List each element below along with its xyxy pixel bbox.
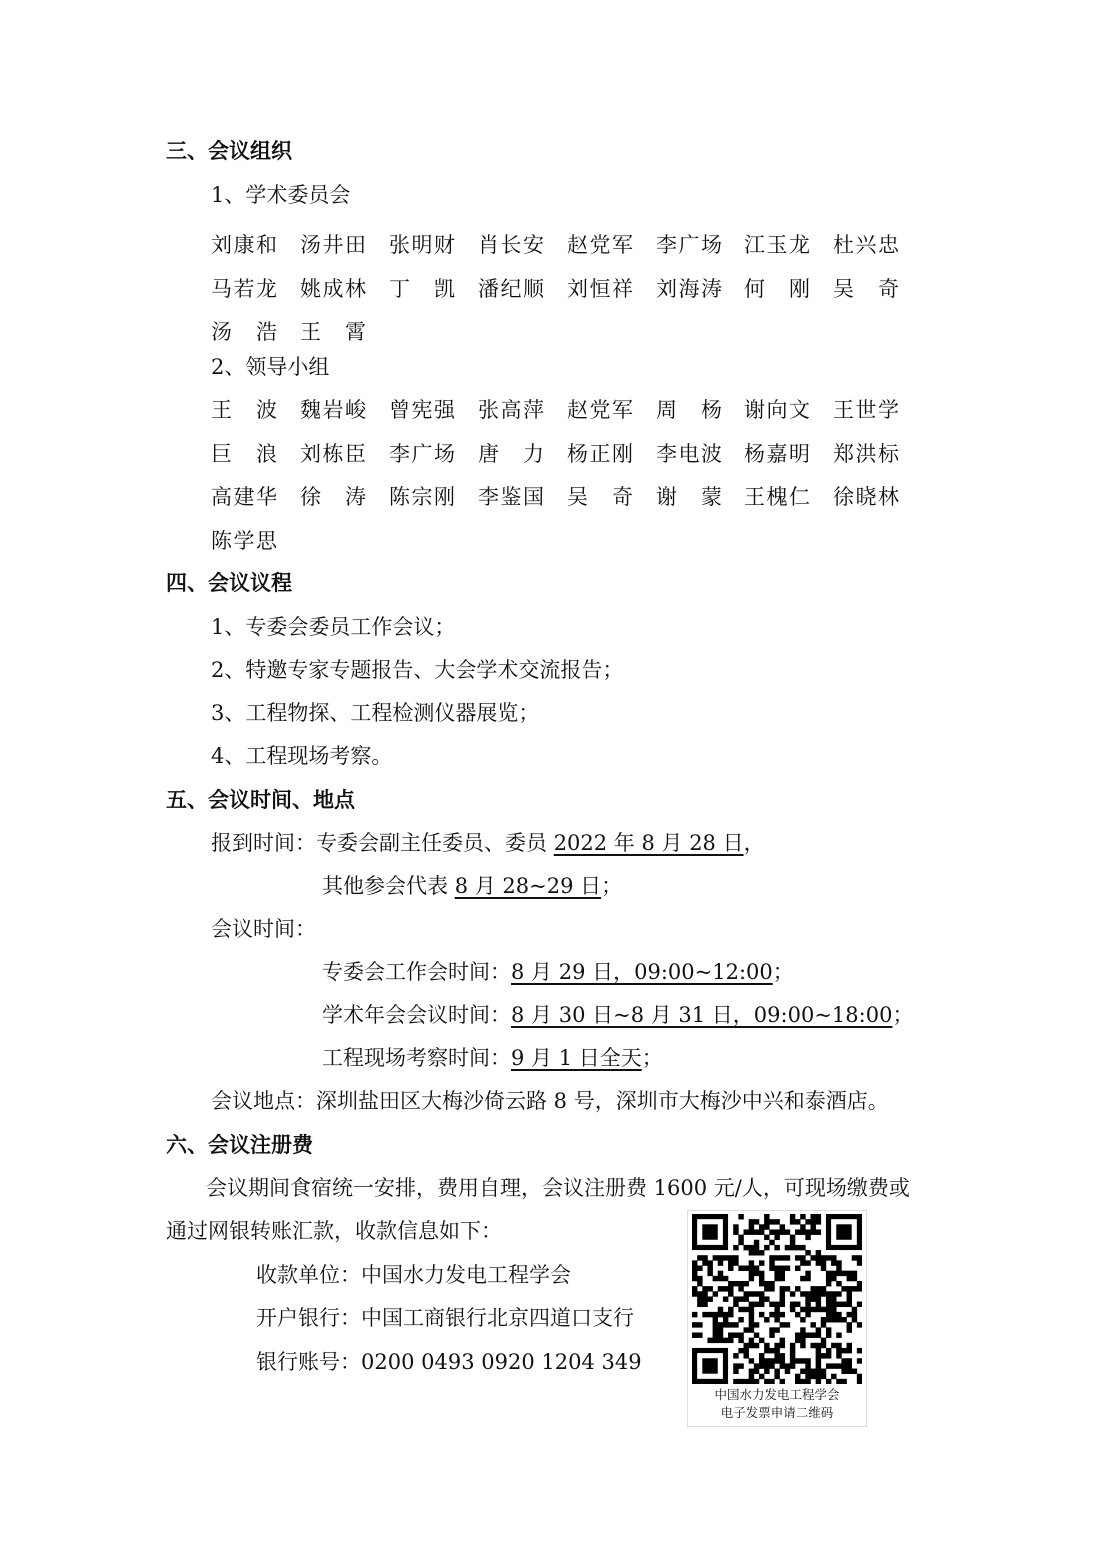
agenda-item: 2、特邀专家专题报告、大会学术交流报告； [211,658,624,682]
venue-line: 会议地点：深圳盐田区大梅沙倚云路 8 号，深圳市大梅沙中兴和泰酒店。 [211,1089,889,1113]
person-name: 王 霄 [300,320,366,344]
person-name: 汤 浩 [211,320,277,344]
person-name: 刘海涛 [656,276,722,301]
section-6-heading: 六、会议注册费 [166,1133,313,1157]
person-name: 徐晓林 [833,485,899,509]
punctuation: ； [601,874,623,898]
bank-line: 开户银行：中国工商银行北京四道口支行 [256,1306,634,1330]
person-name: 何 刚 [744,276,810,301]
person-name: 刘栋臣 [300,441,366,466]
person-name: 徐 涛 [300,485,366,509]
person-name: 唐 力 [478,441,544,466]
payee-line: 收款单位：中国水力发电工程学会 [256,1263,571,1287]
meeting-time-label: 会议时间： [211,917,316,941]
registration-text: 其他参会代表 [322,874,455,898]
person-name: 陈学思 [211,528,277,553]
registration-text: 专委会副主任委员、委员 [316,831,554,855]
person-name: 曾宪强 [389,398,455,422]
section-3-heading: 三、会议组织 [166,139,292,163]
fee-paragraph-line-1: 会议期间食宿统一安排，费用自理，会议注册费 1600 元/人，可现场缴费或 [206,1176,910,1200]
person-name: 周 杨 [656,398,722,422]
person-name: 马若龙 [211,276,277,301]
person-name: 李鉴国 [478,485,544,509]
person-name: 王 波 [211,398,277,422]
time-value: 8 月 30 日~8 月 31 日，09:00~18:00 [511,1003,893,1027]
registration-time-line [211,827,765,857]
person-name: 陈宗刚 [389,485,455,509]
person-name: 李广场 [656,233,722,257]
punctuation: ； [772,960,794,984]
qr-code-icon [692,1214,862,1384]
person-name: 高建华 [211,485,277,509]
annual-conference-time [322,999,913,1029]
time-label: 工程现场考察时间： [322,1046,511,1070]
qr-caption-line-2: 电子发票申请二维码 [720,1405,834,1420]
time-value: 8 月 29 日，09:00~12:00 [511,960,773,984]
punctuation: ； [641,1046,663,1070]
person-name: 吴 奇 [833,276,899,301]
person-name: 魏岩峻 [300,398,366,422]
person-name: 李广场 [389,441,455,466]
time-label: 学术年会会议时间： [322,1003,511,1027]
punctuation: ， [743,831,765,855]
person-name: 赵党军 [567,233,633,257]
punctuation: ； [892,1003,914,1027]
person-name: 姚成林 [300,276,366,301]
person-name: 谢向文 [744,398,810,422]
committee-meeting-time [322,956,794,986]
person-name: 张明财 [389,233,455,257]
section-5-heading: 五、会议时间、地点 [166,788,355,812]
registration-date-delegates: 8 月 28~29 日 [454,874,602,898]
person-name: 丁 凯 [389,276,455,301]
registration-time-line-2 [322,870,622,900]
time-value: 9 月 1 日全天 [511,1046,642,1070]
qr-caption-line-1: 中国水力发电工程学会 [714,1387,840,1402]
registration-label: 报到时间： [211,831,316,855]
person-name: 刘康和 [211,233,277,257]
fee-paragraph-line-2: 通过网银转账汇款，收款信息如下： [166,1219,502,1243]
academic-committee-subheading: 1、学术委员会 [211,183,351,207]
person-name: 王世学 [833,398,899,422]
person-name: 汤井田 [300,233,366,257]
time-label: 专委会工作会时间： [322,960,511,984]
site-visit-time [322,1042,663,1072]
person-name: 杨嘉明 [744,441,810,466]
person-name: 潘纪顺 [478,276,544,301]
person-name: 杨正刚 [567,441,633,466]
leadership-group-subheading: 2、领导小组 [211,355,330,379]
section-4-heading: 四、会议议程 [166,571,292,595]
agenda-item: 3、工程物探、工程检测仪器展览； [211,701,540,725]
person-name: 谢 蒙 [656,485,722,509]
registration-date-committee: 2022 年 8 月 28 日 [553,831,744,855]
account-line: 银行账号：0200 0493 0920 1204 349 [256,1350,642,1374]
person-name: 吴 奇 [567,485,633,509]
person-name: 巨 浪 [211,441,277,466]
person-name: 赵党军 [567,398,633,422]
person-name: 郑洪标 [833,441,899,466]
person-name: 刘恒祥 [567,276,633,301]
person-name: 杜兴忠 [833,233,899,257]
invoice-qr-code[interactable] [687,1210,867,1427]
person-name: 肖长安 [478,233,544,257]
person-name: 李电波 [656,441,722,466]
person-name: 张高萍 [478,398,544,422]
person-name: 江玉龙 [744,233,810,257]
person-name: 王槐仁 [744,485,810,509]
agenda-item: 4、工程现场考察。 [211,744,393,768]
agenda-item: 1、专委会委员工作会议； [211,615,456,639]
